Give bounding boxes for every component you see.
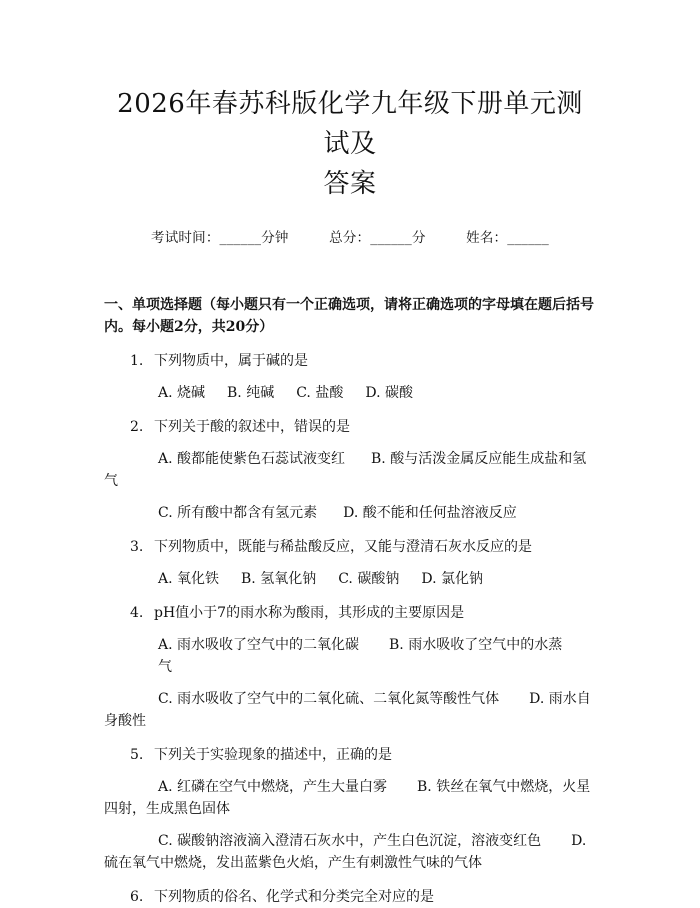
question-1 (104, 350, 596, 404)
option-a: A. 雨水吸收了空气中的二氧化碳 (158, 637, 360, 653)
option-b: B. 纯碱 (227, 385, 275, 401)
section-heading: 一、单项选择题（每小题只有一个正确选项，请将正确选项的字母填在题后括号 内。每小题2分，共20分） (104, 297, 594, 335)
option-row (104, 688, 596, 732)
option-b-continued: 四射，生成黑色固体 (104, 801, 230, 817)
question-stem: 下列物质中，既能与稀盐酸反应，又能与澄清石灰水反应的是 (154, 539, 532, 555)
option-d-continued: 身酸性 (104, 713, 146, 729)
option-b-continued: 气 (104, 473, 118, 489)
question-stem: pH值小于7的雨水称为酸雨，其形成的主要原因是 (154, 605, 465, 621)
question-number: 4. (130, 605, 144, 621)
option-row (104, 502, 596, 524)
question-number: 1. (130, 353, 144, 369)
question-stem: 下列物质中，属于碱的是 (154, 353, 308, 369)
option-a: A. 烧碱 (158, 385, 206, 401)
option-d: D. 酸不能和任何盐溶液反应 (343, 505, 517, 521)
question-stem: 下列关于酸的叙述中，错误的是 (154, 419, 350, 435)
question-3 (104, 536, 596, 590)
option-row (104, 776, 596, 820)
question-4 (104, 602, 596, 732)
title-line-2: 答案 (323, 169, 377, 199)
page-title (104, 84, 596, 204)
option-row (104, 634, 596, 678)
question-stem: 下列物质的俗名、化学式和分类完全对应的是 (154, 889, 434, 905)
option-c: C. 雨水吸收了空气中的二氧化硫、二氧化氮等酸性气体 (158, 691, 500, 707)
title-line-1: 2026年春苏科版化学九年级下册单元测试及 (117, 89, 583, 159)
option-d: D. 雨水自 (529, 691, 591, 707)
option-d: D. (571, 833, 587, 849)
question-number: 3. (130, 539, 144, 555)
question-5 (104, 744, 596, 874)
question-options (104, 568, 596, 590)
question-stem: 下列关于实验现象的描述中，正确的是 (154, 747, 392, 763)
exam-meta (104, 226, 596, 246)
option-c: C. 碳酸钠溶液滴入澄清石灰水中，产生白色沉淀，溶液变红色 (158, 833, 542, 849)
question-number: 6. (130, 889, 144, 905)
option-b: B. 氢氧化钠 (241, 571, 317, 587)
question-number: 2. (130, 419, 144, 435)
option-d: D. 氯化钠 (421, 571, 483, 587)
exam-name: 姓名：______ (466, 230, 549, 246)
option-a: A. 酸都能使紫色石蕊试液变红 (158, 451, 346, 467)
question-options (104, 382, 596, 404)
option-c: C. 所有酸中都含有氢元素 (158, 505, 318, 521)
question-number: 5. (130, 747, 144, 763)
option-c: C. 碳酸钠 (338, 571, 400, 587)
exam-score: 总分：______分 (329, 230, 426, 246)
option-a: A. 氧化铁 (158, 571, 220, 587)
option-row (104, 448, 596, 492)
option-b: B. 酸与活泼金属反应能生成盐和氢 (371, 451, 587, 467)
exam-time: 考试时间：______分钟 (151, 230, 289, 246)
option-a: A. 红磷在空气中燃烧，产生大量白雾 (158, 779, 388, 795)
option-d: D. 碳酸 (365, 385, 413, 401)
option-c: C. 盐酸 (296, 385, 344, 401)
question-2 (104, 416, 596, 524)
option-b: B. 雨水吸收了空气中的水蒸气 (158, 637, 563, 675)
option-b: B. 铁丝在氧气中燃烧，火星 (417, 779, 591, 795)
option-d-continued: 硫在氧气中燃烧，发出蓝紫色火焰，产生有刺激性气味的气体 (104, 855, 482, 871)
option-row (104, 830, 596, 874)
